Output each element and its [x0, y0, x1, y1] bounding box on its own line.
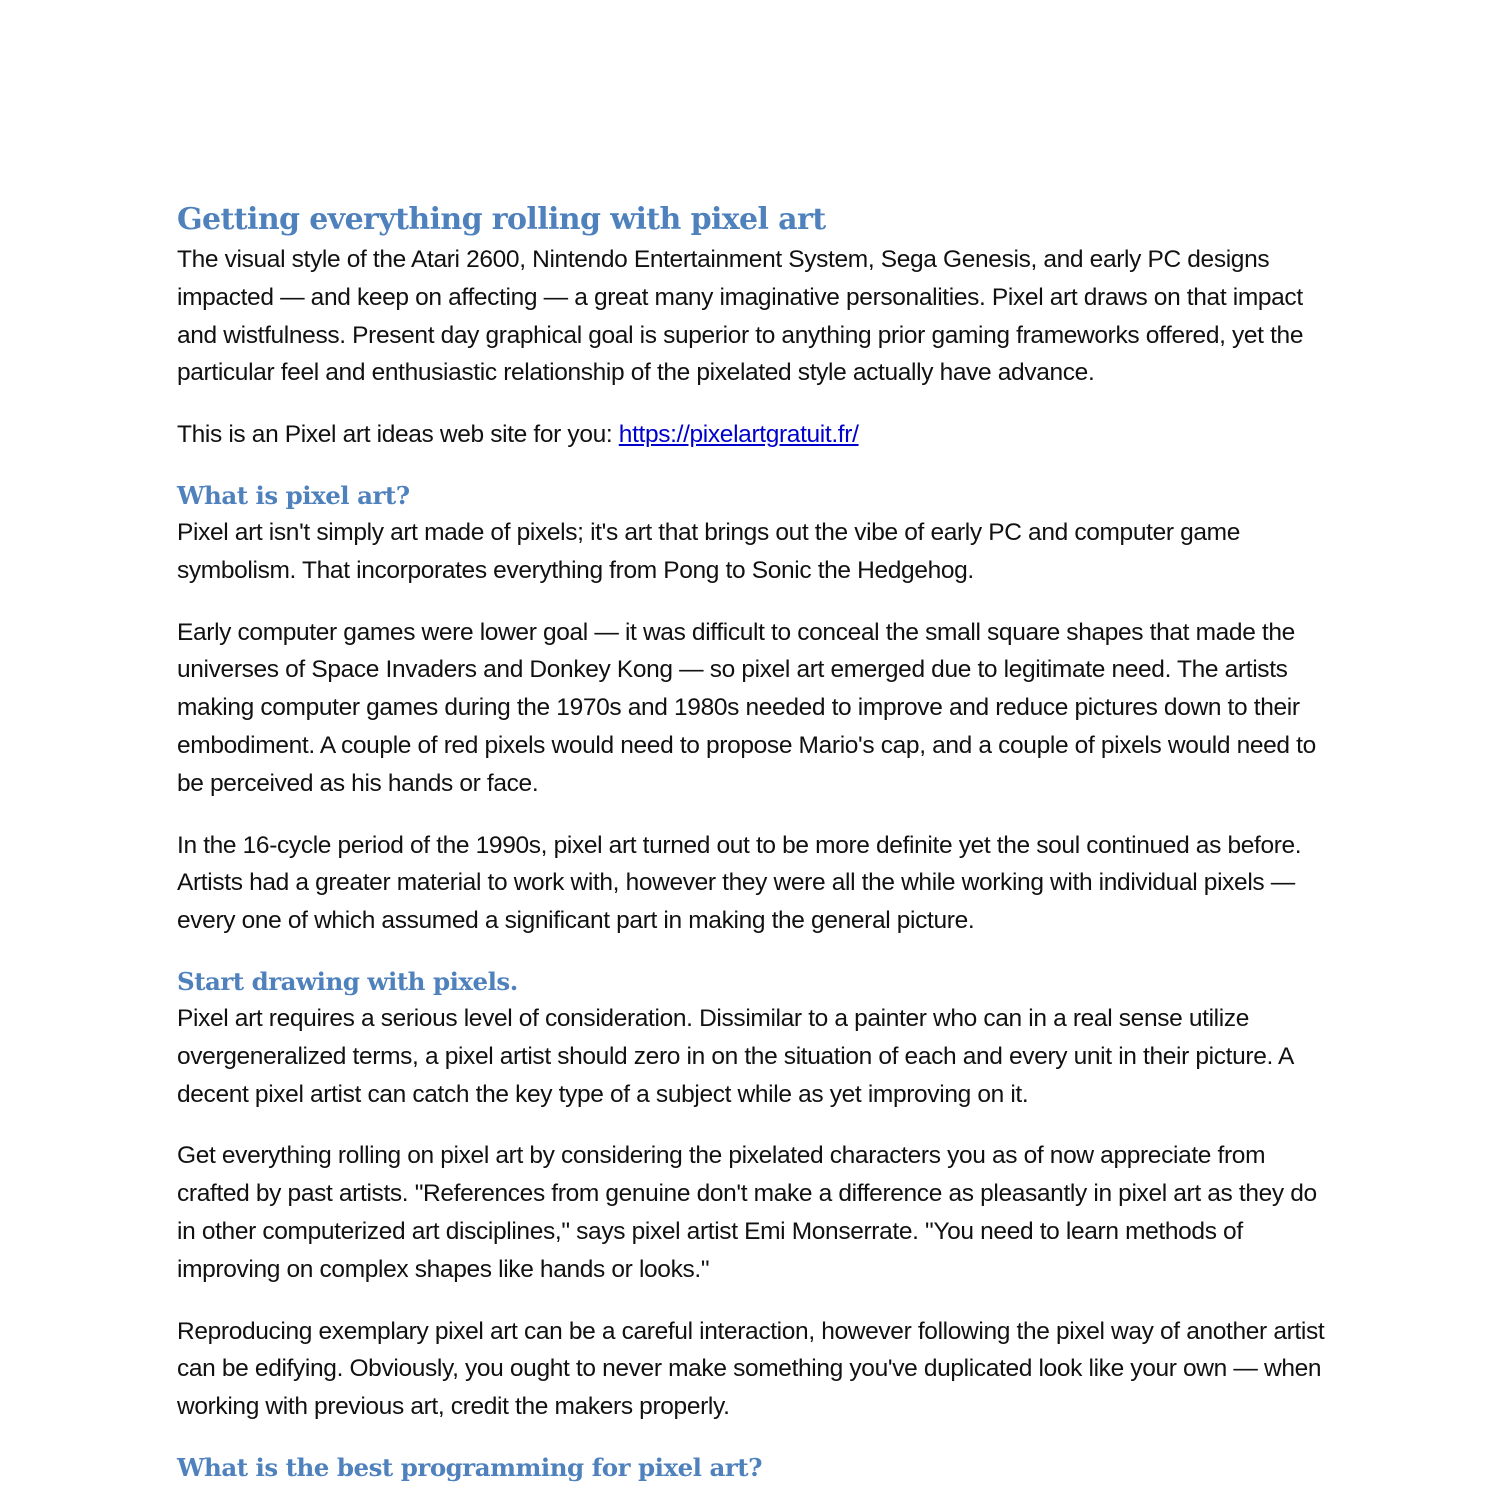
link-line	[177, 416, 1327, 454]
page-title: Getting everything rolling with pixel art	[177, 202, 826, 237]
body-paragraph: Reproducing exemplary pixel art can be a careful interaction, however following the pixel way of another artist can be edifying. Obviously, you ought to never make something you've duplicated look like your own — when working with previous art, credit the makers properly.	[177, 1317, 1325, 1421]
pixelart-link[interactable]: https://pixelartgratuit.fr/	[618, 421, 859, 449]
section-heading-what-is-pixel-art: What is pixel art?	[177, 480, 410, 510]
body-paragraph: Pixel art isn't simply art made of pixels; it's art that brings out the vibe of early PC and computer game symbolism. That incorporates everything from Pong to Sonic the Hedgehog.	[177, 518, 1240, 584]
intro-paragraph: The visual style of the Atari 2600, Nintendo Entertainment System, Sega Genesis, and early PC designs impacted — and keep on affecting — a great many imaginative personalities. Pixel art draws on that impact and wistfulness. Present day graphical goal is superior to anything prior gaming frameworks offered, yet the particular feel and enthusiastic relationship of the pixelated style actually have advance.	[177, 246, 1304, 387]
section-heading-best-programming: What is the best programming for pixel art?	[177, 1452, 762, 1482]
section-heading-start-drawing: Start drawing with pixels.	[177, 966, 518, 996]
body-paragraph: Get everything rolling on pixel art by considering the pixelated characters you as of now appreciate from crafted by past artists. "References from genuine don't make a difference as pleasantly in pixel art as they do in other computerized art disciplines," says pixel artist Emi Monserrate. "You need to learn methods of improving on complex shapes like hands or looks."	[177, 1142, 1317, 1283]
body-paragraph: In the 16-cycle period of the 1990s, pixel art turned out to be more definite yet the soul continued as before. Artists had a greater material to work with, however they were all the while working with individual pixels — every one of which assumed a significant part in making the general picture.	[177, 831, 1302, 935]
body-paragraph: Early computer games were lower goal — it was difficult to conceal the small square shapes that made the universes of Space Invaders and Donkey Kong — so pixel art emerged due to legitimate need. The artists making computer games during the 1970s and 1980s needed to improve and reduce pictures down to their embodiment. A couple of red pixels would need to propose Mario's cap, and a couple of pixels would need to be perceived as his hands or face.	[177, 618, 1316, 797]
document-page	[177, 200, 1327, 1486]
link-prefix: This is an Pixel art ideas web site for you:	[177, 421, 619, 449]
body-paragraph: Pixel art requires a serious level of consideration. Dissimilar to a painter who can in a real sense utilize overgeneralized terms, a pixel artist should zero in on the situation of each and every unit in their picture. A decent pixel artist can catch the key type of a subject while as yet improving on it.	[177, 1004, 1293, 1108]
